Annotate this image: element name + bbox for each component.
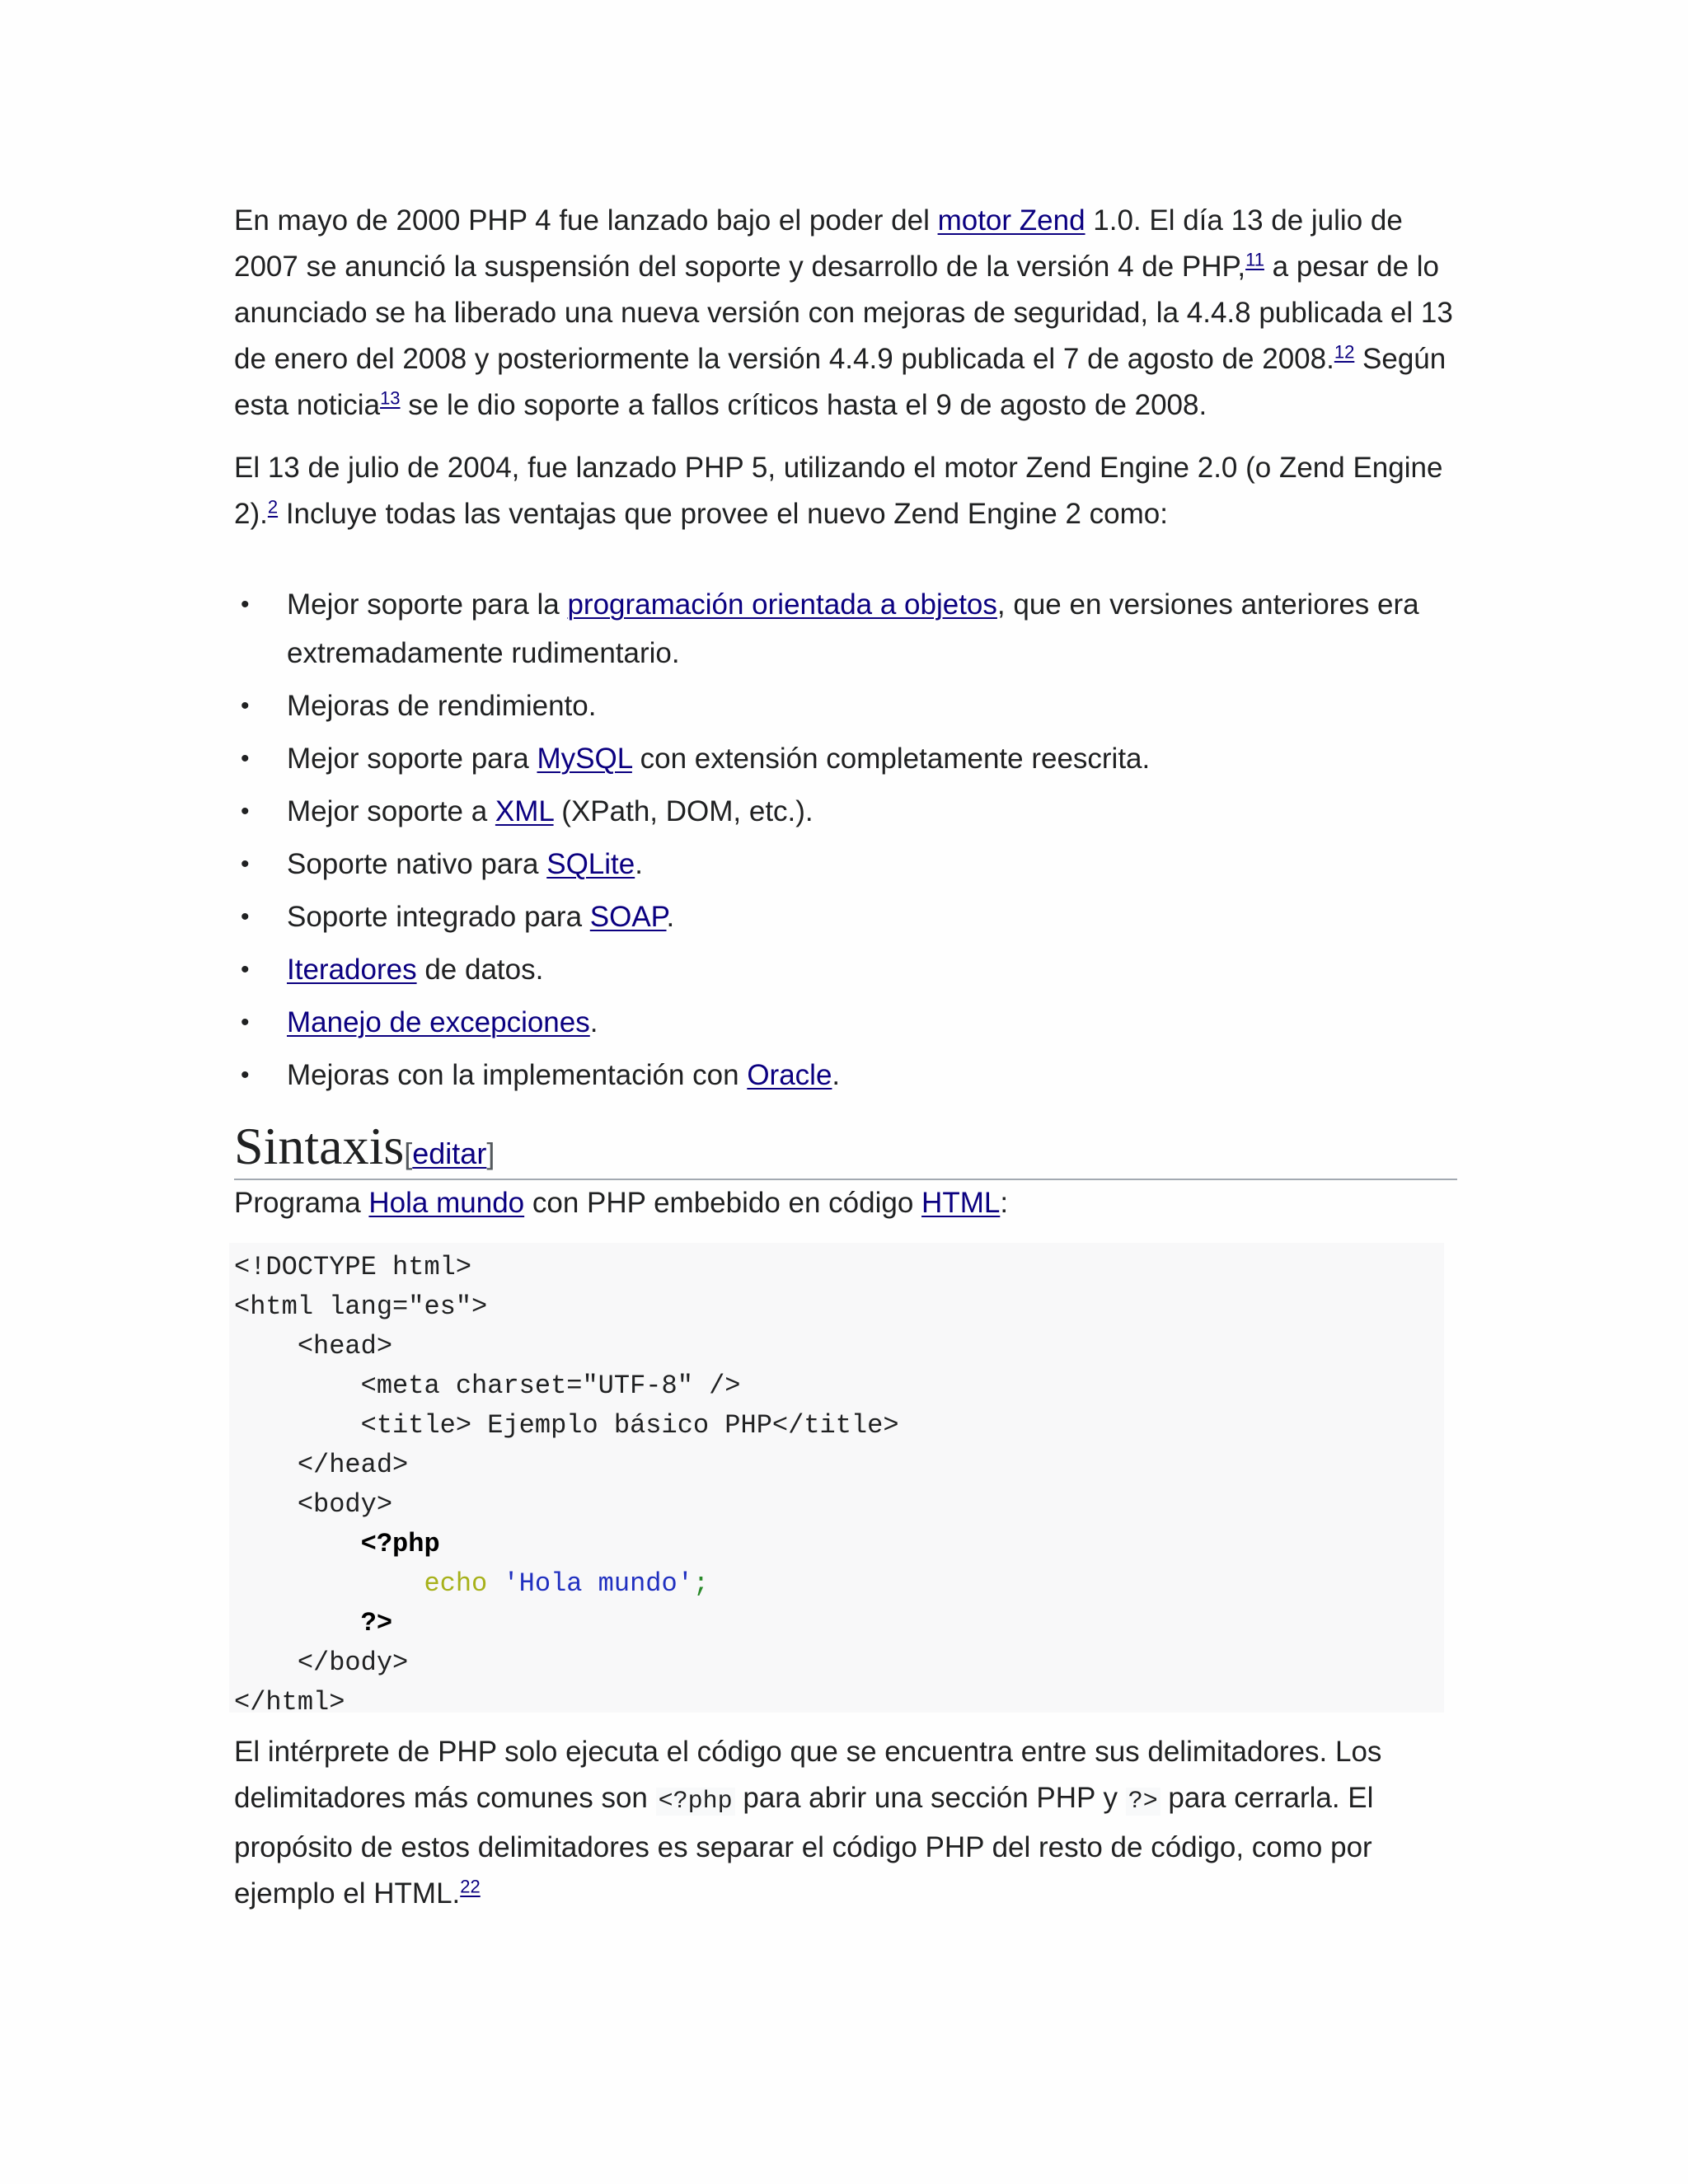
bullet-icon: • <box>241 956 250 983</box>
code-line: <!DOCTYPE html> <box>234 1252 472 1282</box>
bullet-icon: • <box>241 798 250 825</box>
article-content <box>234 198 1457 1933</box>
paragraph-php5-release <box>234 445 1457 537</box>
link-soap[interactable]: SOAP <box>589 901 667 933</box>
code-line: <title> Ejemplo básico PHP</title> <box>234 1410 899 1441</box>
paragraph-text: En mayo de 2000 PHP 4 fue lanzado bajo el poder del <box>234 204 938 237</box>
paragraph-text: Incluye todas las ventajas que provee el nuevo Zend Engine 2 como: <box>278 498 1168 530</box>
paragraph-text: El 13 de julio de 2004, fue lanzado PHP 5, utilizando el motor Zend Engine 2.0 (o Zend Engine 2). <box>234 452 1443 530</box>
list-item: • Iteradores de datos. <box>234 945 1457 994</box>
code-line: </html> <box>234 1687 345 1718</box>
list-item: • Mejor soporte para MySQL con extensión completamente reescrita. <box>234 734 1457 783</box>
code-line: <html lang="es"> <box>234 1291 488 1322</box>
paragraph-text: 1.0. El día 13 de julio de 2007 se anunció la suspensión del soporte y desarrollo de la versión 4 de PHP, <box>234 204 1403 283</box>
reference-12[interactable]: 12 <box>1334 341 1355 363</box>
bullet-icon: • <box>241 903 250 930</box>
paragraph-text: a pesar de lo anunciado se ha liberado una nueva versión con mejoras de seguridad, la 4.4.8 publicada el 13 de enero del 2008 y posteriormente la versión 4.4.9 publicada el 7 de agosto de 2008. <box>234 251 1453 375</box>
reference-22[interactable]: 22 <box>460 1876 481 1897</box>
bullet-icon: • <box>241 1062 250 1089</box>
list-item: • Mejoras de rendimiento. <box>234 682 1457 730</box>
list-item: • Manejo de excepciones. <box>234 998 1457 1047</box>
link-manejo-excepciones[interactable]: Manejo de excepciones <box>287 1006 590 1038</box>
bullet-icon: • <box>241 851 250 878</box>
code-block-hello-world: <!DOCTYPE html> <html lang="es"> <head> <meta charset="UTF-8" /> <title> Ejemplo básico PHP</title> </head> <body> <?php echo 'Hola mundo'; ?> </body> </html> <box>229 1243 1444 1713</box>
reference-11[interactable]: 11 <box>1245 249 1264 270</box>
php-close-tag: ?> <box>360 1608 393 1638</box>
code-line: <head> <box>234 1331 393 1361</box>
bullet-icon: • <box>241 591 250 618</box>
link-poo[interactable]: programación orientada a objetos <box>567 588 997 621</box>
reference-2[interactable]: 2 <box>267 496 279 518</box>
code-line: </head> <box>234 1450 409 1480</box>
bullet-icon: • <box>241 1009 250 1036</box>
string-literal: 'Hola mundo' <box>503 1568 693 1599</box>
bullet-icon: • <box>241 745 250 772</box>
code-line: </body> <box>234 1647 409 1678</box>
edit-section: [editar] <box>404 1137 495 1170</box>
paragraph-hola-mundo-intro: Programa Hola mundo con PHP embebido en código HTML: <box>234 1187 1009 1219</box>
edit-section-link[interactable]: editar <box>412 1137 487 1170</box>
list-item: • Soporte integrado para SOAP. <box>234 893 1457 941</box>
list-item: • Mejor soporte a XML (XPath, DOM, etc.). <box>234 787 1457 836</box>
paragraph-text: Según esta noticia <box>234 343 1447 421</box>
php-open-tag: <?php <box>360 1529 440 1559</box>
echo-keyword: echo <box>424 1568 488 1599</box>
link-motor-zend[interactable]: motor Zend <box>937 204 1085 237</box>
bullet-icon: • <box>241 692 250 719</box>
reference-13[interactable]: 13 <box>380 387 401 409</box>
link-hola-mundo[interactable]: Hola mundo <box>368 1187 525 1219</box>
code-line: <body> <box>234 1489 393 1520</box>
list-item: • Soporte nativo para SQLite. <box>234 840 1457 888</box>
list-item: • Mejoras con la implementación con Oracle. <box>234 1051 1457 1099</box>
link-html[interactable]: HTML <box>921 1187 1001 1219</box>
link-sqlite[interactable]: SQLite <box>546 848 635 880</box>
section-title: Sintaxis <box>234 1117 405 1175</box>
section-heading-sintaxis <box>234 1114 1457 1180</box>
link-oracle[interactable]: Oracle <box>747 1059 832 1091</box>
link-iteradores[interactable]: Iteradores <box>287 954 417 986</box>
link-xml[interactable]: XML <box>495 795 554 827</box>
code-line: <meta charset="UTF-8" /> <box>234 1371 741 1401</box>
php5-features-list <box>234 580 1457 1099</box>
inline-code-open-tag: <?php <box>656 1788 735 1816</box>
paragraph-delimiters: El intérprete de PHP solo ejecuta el código que se encuentra entre sus delimitadores. Los delimitadores más comunes son <?php para abrir una sección PHP y ?> para cerrarla. El propósito de estos delimitadores es separar el código PHP del resto de código, como por ejemplo el HTML.$^{22}$ <box>234 1736 1382 1910</box>
list-item: • Mejor soporte para la programación orientada a objetos, que en versiones anteriores era extremadamente rudimentario. <box>234 580 1457 677</box>
link-mysql[interactable]: MySQL <box>537 743 632 775</box>
paragraph-php4-history <box>234 198 1457 429</box>
paragraph-text: se le dio soporte a fallos críticos hasta el 9 de agosto de 2008. <box>400 389 1207 421</box>
inline-code-close-tag: ?> <box>1126 1788 1160 1816</box>
